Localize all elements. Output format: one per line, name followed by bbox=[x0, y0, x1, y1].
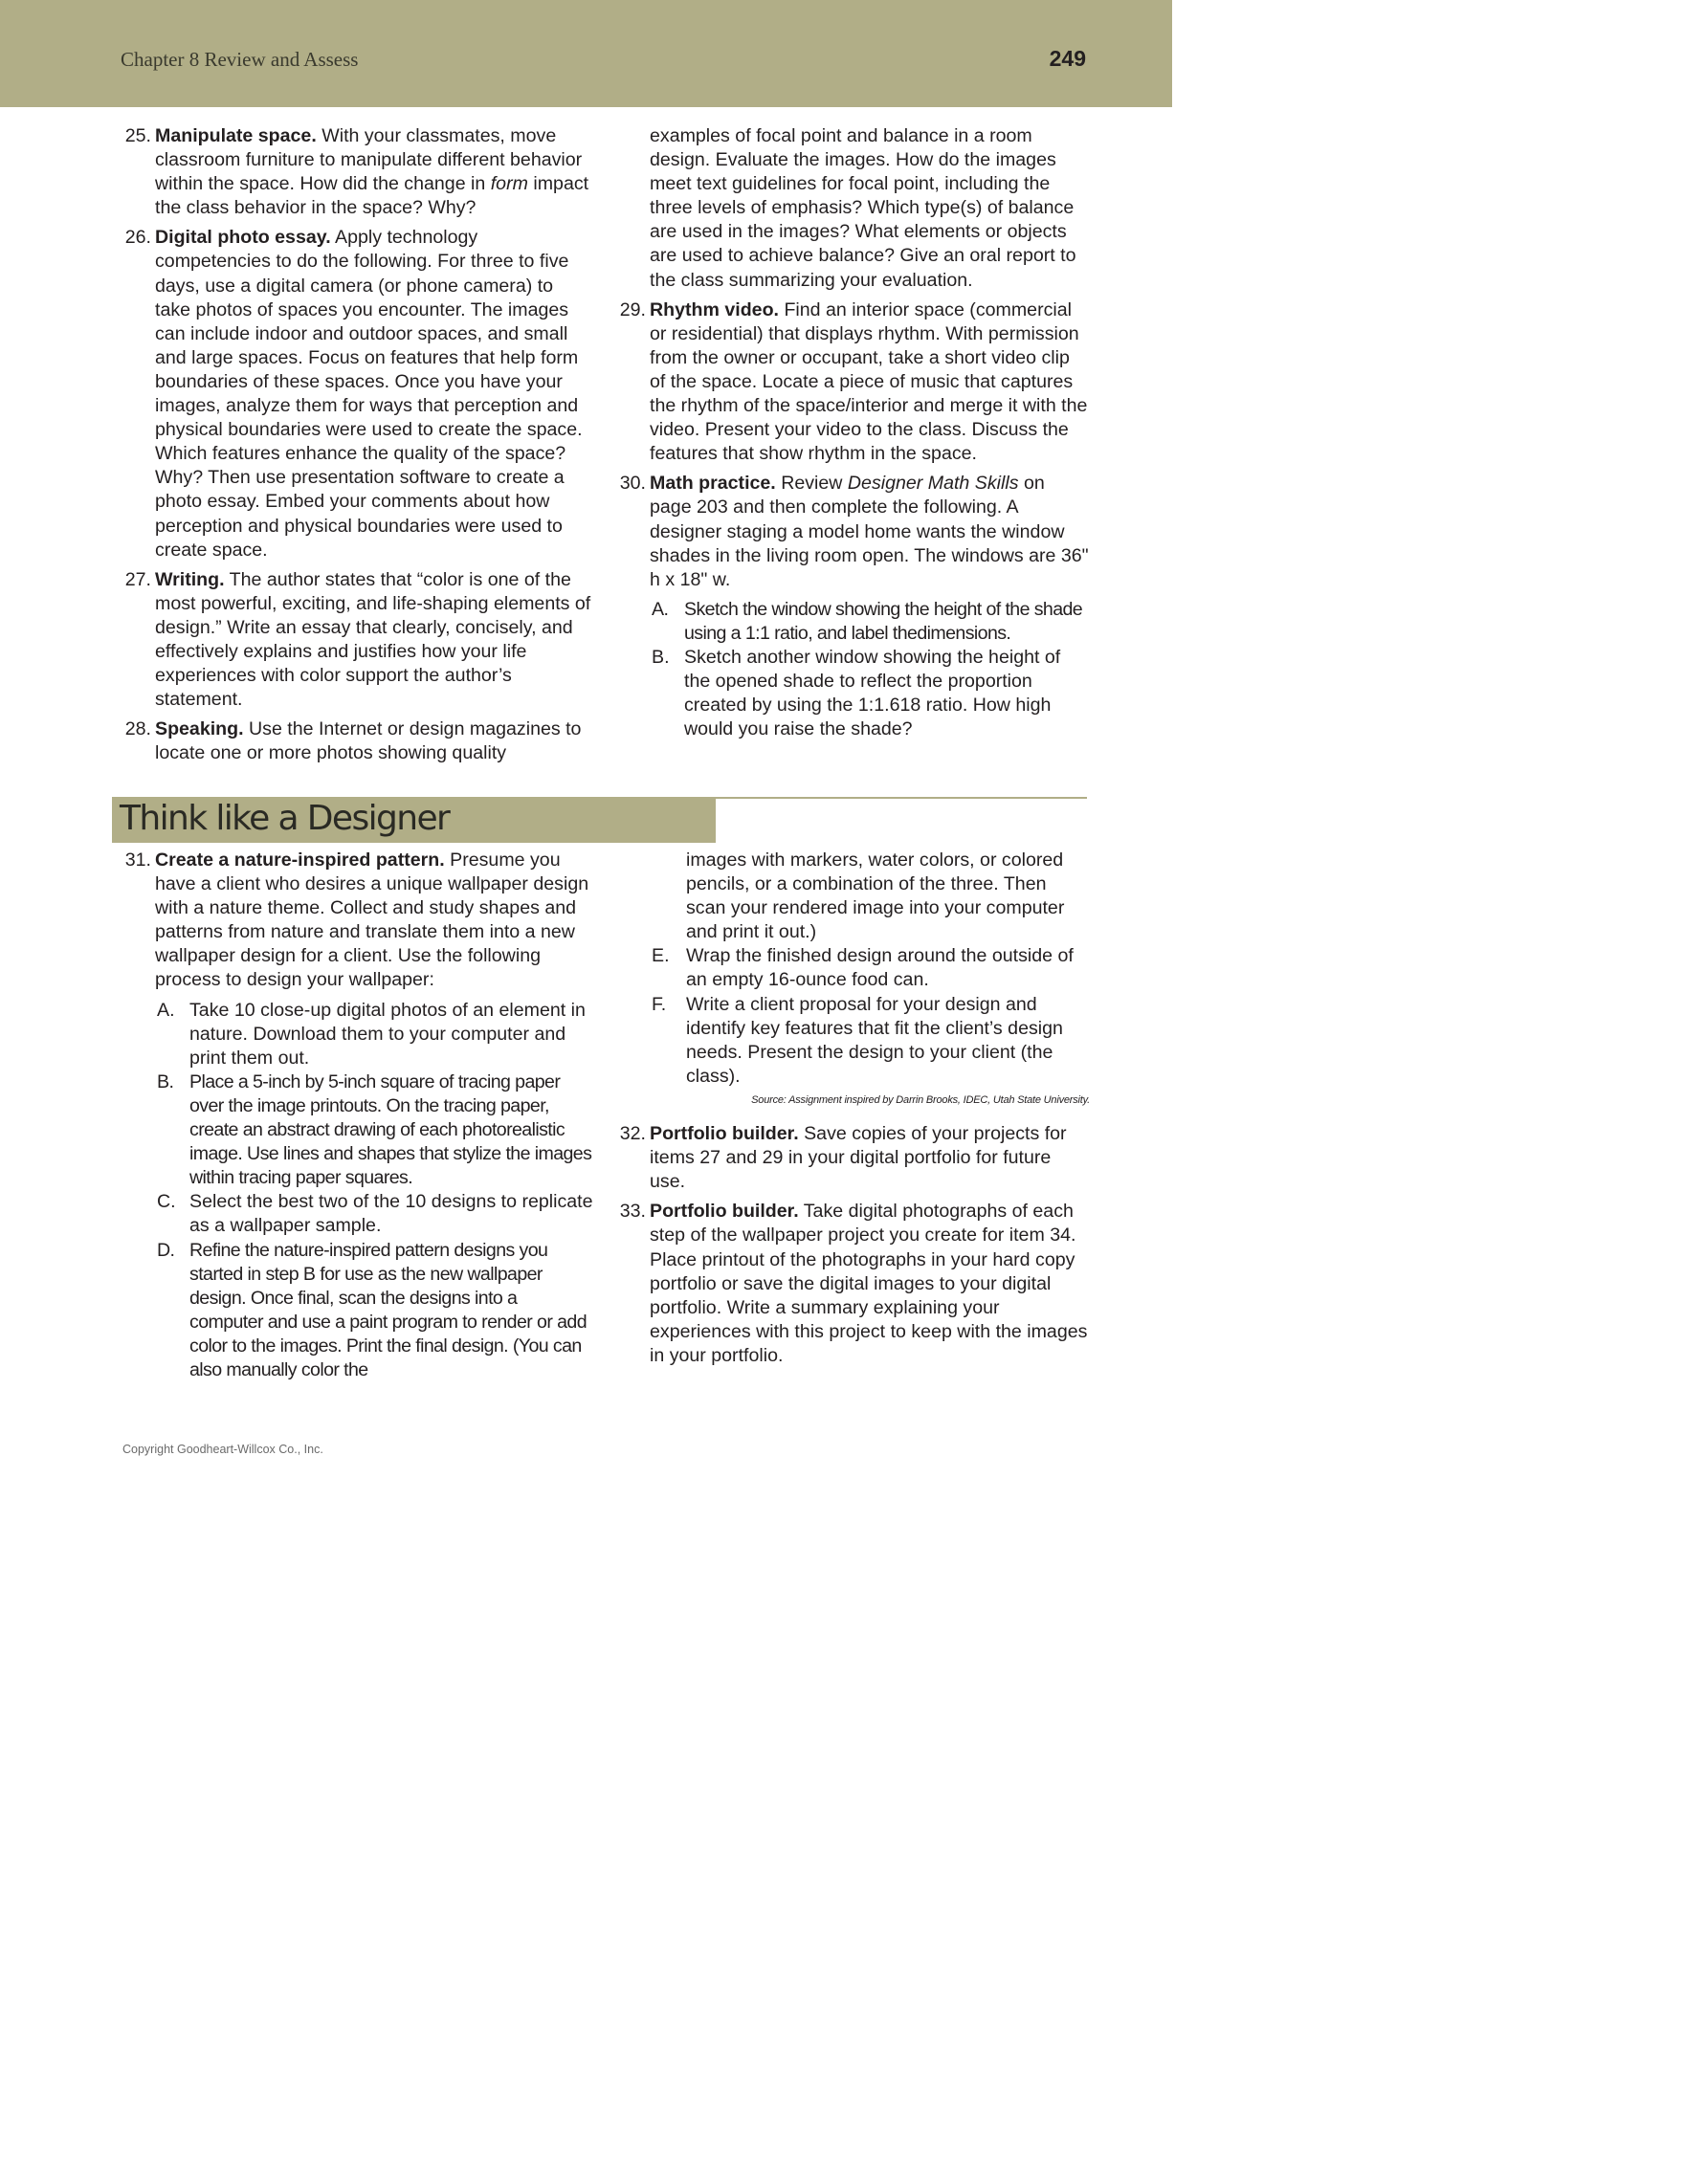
sub-item-letter: B. bbox=[652, 646, 670, 668]
item-text: Find an interior space (commercial or residential) that displays rhythm. With permission from the owner or occupant, take a short video clip of the space. Locate a piece of music that captures the rhythm of the space/interior and merge it with the video. Present your video to the class. Discuss the features that show rhythm in the space. bbox=[650, 298, 1088, 465]
review-item-27 bbox=[121, 568, 593, 713]
review-item-30 bbox=[615, 472, 1090, 741]
item-title: Digital photo essay. bbox=[155, 227, 331, 249]
sub-item-text: Sketch another window showing the height of the opened shade to reflect the proportion created by using the 1:1.618 ratio. How high would you raise the shade? bbox=[684, 646, 1061, 740]
design-left-column bbox=[121, 849, 593, 1382]
item-title: Rhythm video. bbox=[650, 298, 779, 320]
chapter-title: Chapter 8 Review and Assess bbox=[121, 48, 359, 71]
sub-item-a bbox=[650, 598, 1090, 646]
sub-item-d bbox=[155, 1239, 593, 1383]
design-item-31 bbox=[121, 849, 593, 1382]
item-title: Portfolio builder. bbox=[650, 1201, 799, 1223]
sub-item-c bbox=[155, 1190, 593, 1238]
item-text: With your classmates, move classroom furniture to manipulate different behavior within the space. How did the change in bbox=[155, 125, 583, 195]
source-citation: Source: Assignment inspired by Darrin Brooks, IDEC, Utah State University. bbox=[751, 1093, 1090, 1106]
item-number: 25. bbox=[124, 125, 151, 146]
review-right-column bbox=[615, 124, 1090, 741]
item-title: Writing. bbox=[155, 568, 225, 590]
item-title: Create a nature-inspired pattern. bbox=[155, 849, 445, 871]
sub-item-e bbox=[650, 944, 1090, 992]
review-item-25 bbox=[121, 124, 593, 220]
sub-item-letter: D. bbox=[157, 1239, 175, 1261]
item-text-italic: Designer Math Skills bbox=[847, 473, 1019, 495]
item-number: 27. bbox=[124, 568, 151, 590]
sub-item-letter: E. bbox=[652, 945, 670, 967]
sub-item-letter: A. bbox=[652, 598, 669, 620]
sub-item-letter: F. bbox=[652, 993, 667, 1015]
item-number: 29. bbox=[619, 298, 646, 320]
sub-item-b bbox=[650, 646, 1090, 741]
review-item-28-continued bbox=[615, 124, 1090, 293]
section-rule bbox=[716, 797, 1087, 799]
item-text: Presume you have a client who desires a unique wallpaper design with a nature theme. Collect and study shapes and patterns from nature and translate them into a new wallpaper design for a client. Use the following process to design your wallpaper: bbox=[155, 849, 589, 991]
item-text: Apply technology competencies to do the following. For three to five days, use a digital camera (or phone camera) to take photos of spaces you encounter. The images can include indoor and outdoor spaces, and small and large spaces. Focus on features that help form boundaries of these spaces. Once you have your images, analyze them for ways that perception and physical boundaries were used to create the space. Which features enhance the quality of the space? Why? Then use presentation software to create a photo essay. Embed your comments about how perception and physical boundaries were used to create space. bbox=[155, 227, 583, 561]
sub-item-text: Take 10 close-up digital photos of an element in nature. Download them to your computer and print them out. bbox=[189, 999, 586, 1069]
copyright-footer: Copyright Goodheart-Willcox Co., Inc. bbox=[122, 1443, 323, 1456]
review-item-26 bbox=[121, 226, 593, 562]
sub-item-text: Select the best two of the 10 designs to replicate as a wallpaper sample. bbox=[189, 1191, 593, 1237]
item-number: 26. bbox=[124, 227, 151, 249]
item-text: Use the Internet or design magazines to locate one or more photos showing quality bbox=[155, 718, 582, 764]
design-item-32 bbox=[615, 1122, 1090, 1194]
sub-item-a bbox=[155, 999, 593, 1070]
sub-item-text: Sketch the window showing the height of the shade using a 1:1 ratio, and label thedimensions. bbox=[684, 598, 1083, 644]
review-left-column bbox=[121, 124, 593, 771]
item-text: Review bbox=[775, 473, 848, 495]
item-text: The author states that “color is one of the most powerful, exciting, and life-shaping elements of design.” Write an essay that clearly, concisely, and effectively explains and justifies how your life experiences with color support the author’s statement. bbox=[155, 568, 591, 711]
item-text: images with markers, water colors, or colored pencils, or a combination of the three. Then scan your rendered image into your computer and print it out.) bbox=[686, 849, 1065, 943]
chapter-header-band bbox=[0, 0, 1172, 107]
sub-item-text: Refine the nature-inspired pattern designs you started in step B for use as the new wallpaper design. Once final, scan the designs into a computer and use a paint program to render or add color to the images. Print the final design. (You can also manually color the bbox=[189, 1239, 587, 1380]
item-text: examples of focal point and balance in a room design. Evaluate the images. How do the images meet text guidelines for focal point, including the three levels of emphasis? Which type(s) of balance are used in the images? What elements or objects are used to achieve balance? Give an oral report to the class summarizing your evaluation. bbox=[650, 125, 1076, 291]
item-title: Speaking. bbox=[155, 718, 244, 740]
sub-item-b bbox=[155, 1070, 593, 1190]
item-title: Math practice. bbox=[650, 473, 776, 495]
item-title: Manipulate space. bbox=[155, 125, 317, 146]
sub-item-text: Wrap the finished design around the outside of an empty 16-ounce food can. bbox=[686, 945, 1074, 991]
review-item-29 bbox=[615, 298, 1090, 467]
item-number: 30. bbox=[619, 473, 646, 495]
page-number: 249 bbox=[1049, 46, 1086, 71]
design-right-column bbox=[615, 849, 1090, 1374]
item-text: on page 203 and then complete the following. A designer staging a model home wants the window shades in the living room open. The windows are 36" h x 18" w. bbox=[650, 473, 1089, 590]
item-number: 32. bbox=[619, 1123, 646, 1145]
sub-item-text: Place a 5-inch by 5-inch square of tracing paper over the image printouts. On the tracing paper, create an abstract drawing of each photorealistic image. Use lines and shapes that stylize the images within tracing paper squares. bbox=[189, 1070, 592, 1189]
item-number: 31. bbox=[124, 849, 151, 871]
item-text: Save copies of your projects for items 27 and 29 in your digital portfolio for future use. bbox=[650, 1123, 1067, 1193]
section-banner bbox=[112, 797, 716, 843]
item-text-italic: form bbox=[490, 173, 528, 195]
item-title: Portfolio builder. bbox=[650, 1123, 799, 1145]
design-item-31-continued bbox=[615, 849, 1090, 1089]
design-item-33 bbox=[615, 1200, 1090, 1368]
item-text: impact the class behavior in the space? Why? bbox=[155, 173, 589, 219]
item-number: 28. bbox=[124, 718, 151, 740]
item-text: Take digital photographs of each step of the wallpaper project you create for item 34. Place printout of the photographs in your hard copy portfolio or save the digital images to your digital portfolio. Write a summary explaining your experiences with this project to keep with the images in your portfolio. bbox=[650, 1201, 1088, 1366]
item-number: 33. bbox=[619, 1201, 646, 1223]
review-item-28 bbox=[121, 717, 593, 765]
sub-item-letter: A. bbox=[157, 999, 175, 1021]
sub-item-letter: C. bbox=[157, 1191, 176, 1213]
sub-item-f bbox=[650, 993, 1090, 1089]
section-title: Think like a Designer bbox=[120, 799, 450, 838]
sub-item-text: Write a client proposal for your design and identify key features that fit the client’s design needs. Present the design to your client (the class). bbox=[686, 993, 1063, 1087]
sub-item-letter: B. bbox=[157, 1070, 174, 1092]
